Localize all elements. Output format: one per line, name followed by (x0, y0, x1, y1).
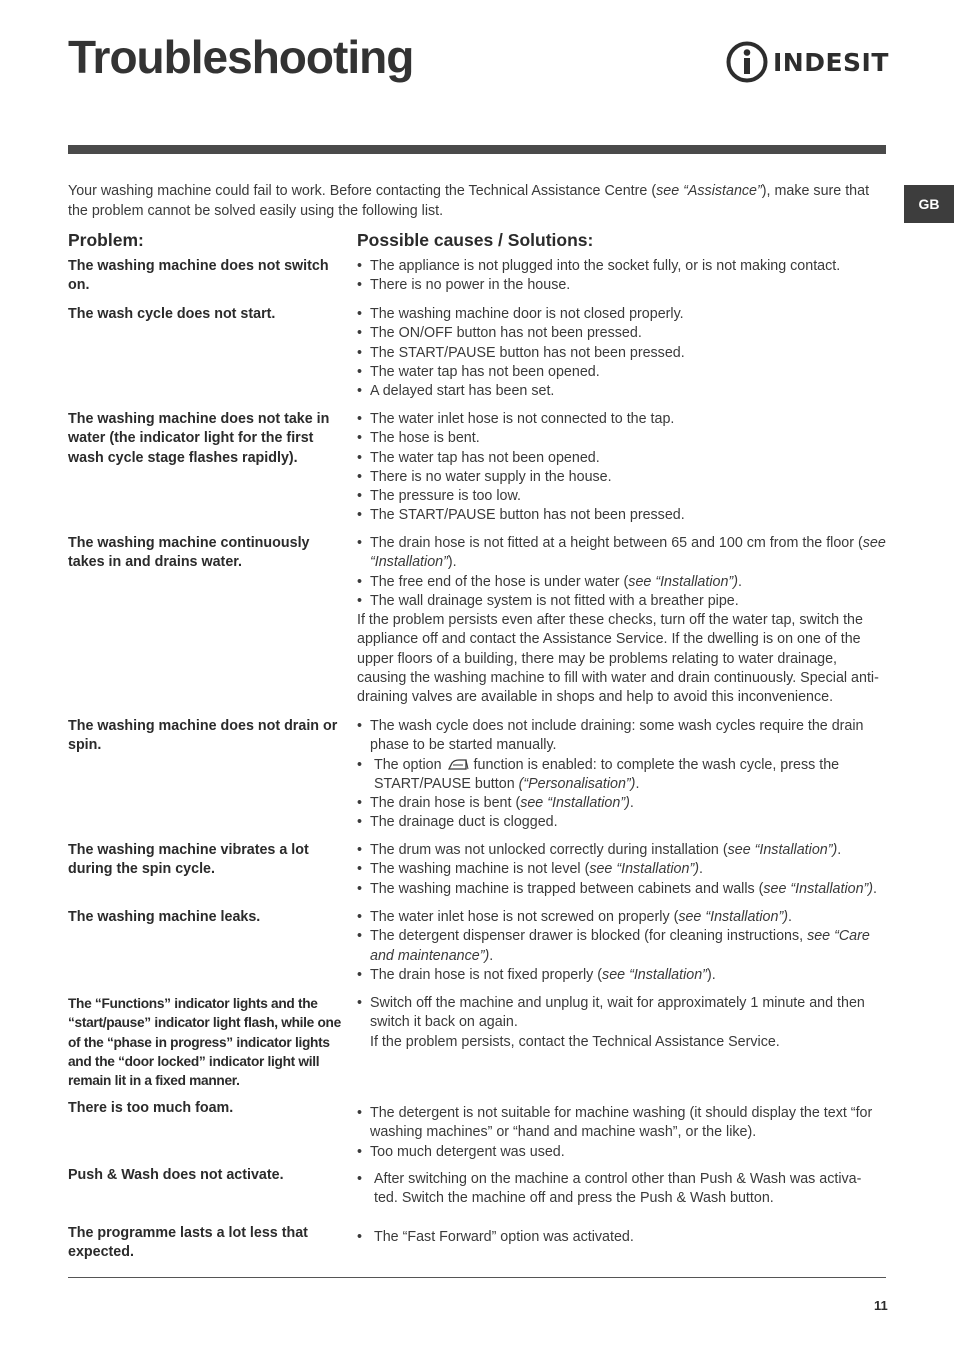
solution-item: • The wash cycle does not include draining: some wash cycles require the drain phase to be started manually. (357, 717, 887, 756)
solution-text-end: . (787, 909, 792, 925)
solution-item (357, 756, 887, 795)
solution-item (357, 860, 887, 879)
problem-label: The washing machine does not drain or spin. (68, 718, 338, 754)
solution-item: • The hose is bent. (357, 429, 887, 448)
footer-rule (68, 1277, 886, 1278)
solution-list (357, 1104, 887, 1162)
solution-item: • The START/PAUSE button has not been pressed. (357, 506, 887, 525)
solution-reference: see “Installation”) (678, 909, 788, 925)
solution-list (357, 841, 887, 899)
solution-reference: see “Installation”) (628, 573, 738, 590)
solution-reference: see “Installation” (370, 535, 886, 571)
solution-item: • The “Fast Forward” option was activated. (357, 1228, 887, 1247)
solution-list (357, 717, 887, 833)
solution-text-end: . (489, 947, 494, 964)
brand-name: INDESIT (773, 47, 889, 77)
solution-text: The washing machine is not level ( (370, 861, 590, 878)
solution-item: • After switching on the machine a control other than Push & Wash was activa- ted. Switch the machine off and press the Push & Wash button. (357, 1170, 887, 1209)
solution-item: • The washing machine door is not closed properly. (357, 305, 887, 324)
solution-item: • The wall drainage system is not fitted with a breather pipe. (357, 592, 887, 611)
solution-item: • The ON/OFF button has not been pressed. (357, 324, 887, 343)
solution-text: The drain hose is bent ( (370, 795, 521, 812)
intro-text: Your washing machine could fail to work. Before contacting the Technical Assistance Centre ( (68, 183, 657, 199)
problem-label: The “Functions” indicator lights and the “start/pause” indicator light flash, while one of the “phase in progress” indicator lights and the “door locked” indicator light will remain lit in a fixed manner. (68, 996, 341, 1089)
intro-text-end: ), make sure that the problem cannot be solved easily using the following list. (68, 183, 870, 219)
indesit-logo-icon (726, 41, 768, 83)
problem-label: The washing machine continuously takes in and drains water. (68, 535, 310, 571)
solution-text: The drum was not unlocked correctly during installation ( (370, 842, 728, 858)
solution-text-end: ). (706, 966, 716, 983)
solution-text-end: ). (447, 554, 457, 571)
solution-text: The detergent dispenser drawer is blocked (for cleaning instructions, (370, 928, 808, 945)
solution-text: The water inlet hose is not screwed on properly ( (370, 909, 679, 925)
problem-label: The wash cycle does not start. (68, 306, 276, 322)
solution-reference: see “Installation”) (763, 880, 874, 897)
solution-item: • There is no water supply in the house. (357, 468, 887, 487)
problem-label: There is too much foam. (68, 1100, 234, 1116)
iron-icon (447, 757, 469, 771)
solution-text: The washing machine is trapped between cabinets and walls ( (370, 880, 764, 897)
solution-item (357, 794, 887, 813)
solution-item: • The water inlet hose is not connected to the tap. (357, 410, 887, 429)
solution-reference: see “Installation”) (520, 795, 630, 812)
header-rule (68, 145, 886, 154)
solution-item: • There is no power in the house. (357, 276, 887, 295)
solution-list (357, 1228, 887, 1247)
solution-text: The free end of the hose is under water ( (370, 573, 629, 590)
solution-reference: see “Care and maintenance”) (370, 928, 870, 964)
solution-list (357, 305, 887, 401)
language-tab: GB (904, 185, 954, 223)
solution-reference: see “Installation”) (589, 861, 699, 878)
solution-text-end: . (837, 842, 842, 858)
solution-list (357, 534, 887, 708)
solution-reference: see “Installation”) (727, 842, 838, 858)
solution-item (357, 908, 887, 927)
solution-item: • Too much detergent was used. (357, 1143, 887, 1162)
solution-text-end: . (698, 861, 703, 878)
solution-text: The drain hose is not fixed properly ( (370, 966, 603, 983)
solution-text-end: . (737, 573, 742, 590)
intro-reference: see “Assistance” (656, 183, 762, 199)
solution-note: If the problem persists, contact the Technical Assistance Service. (370, 1033, 780, 1050)
solution-text: The option (374, 756, 442, 773)
solution-item: • Switch off the machine and unplug it, wait for approximately 1 minute and then switch it back on again. (357, 994, 887, 1033)
problem-label: The programme lasts a lot less that expected. (68, 1225, 308, 1261)
solution-list (357, 1170, 887, 1209)
solution-reference: (“Personalisation”) (518, 775, 636, 792)
solution-item: • The appliance is not plugged into the socket fully, or is not making contact. (357, 257, 887, 276)
solution-list (357, 410, 887, 526)
solution-item: • The water tap has not been opened. (357, 363, 887, 382)
solution-text-end: . (635, 775, 640, 792)
solution-item (357, 880, 887, 899)
solution-item: • The water tap has not been opened. (357, 449, 887, 468)
solution-item (357, 927, 887, 966)
solution-text: function is enabled: to complete the wash cycle, press the START/PAUSE button (374, 756, 840, 792)
solution-text-end: . (629, 795, 634, 812)
solution-item: • The detergent is not suitable for machine washing (it should display the text “for washing machines” or “hand and machine wash”, or the like). (357, 1104, 887, 1143)
solution-reference: see “Installation” (602, 966, 707, 983)
solution-text: The drain hose is not fitted at a height between 65 and 100 cm from the floor ( (370, 535, 863, 551)
solution-item (357, 966, 887, 985)
problem-label: Push & Wash does not activate. (68, 1167, 284, 1183)
solution-item (357, 841, 887, 860)
solution-text-end: . (873, 880, 878, 897)
solution-item: • The drainage duct is clogged. (357, 813, 887, 832)
solution-note: If the problem persists even after these checks, turn off the water tap, switch the appliance off and contact the Assistance Service. If the dwelling is on one of the upper floors of a building, there may be problems relating to water drainage, causing the washing machine to fill with water and drain continuously. Special anti-draining valves are available in shops and help to avoid this inconvenience. (357, 612, 879, 706)
solution-item: • A delayed start has been set. (357, 382, 887, 401)
solution-list (357, 908, 887, 985)
problem-label: The washing machine leaks. (68, 909, 261, 925)
solution-item: • The pressure is too low. (357, 487, 887, 506)
solution-item: • The START/PAUSE button has not been pressed. (357, 344, 887, 363)
problem-label: The washing machine does not take in water (the indicator light for the first wash cycle stage flashes rapidly). (68, 411, 330, 466)
solution-item (357, 534, 887, 573)
solutions-column-header: Possible causes / Solutions: (357, 230, 594, 250)
intro-paragraph (68, 181, 883, 221)
brand-logo (726, 42, 889, 82)
page-number: 11 (874, 1298, 888, 1313)
problem-label: The washing machine does not switch on. (68, 258, 329, 294)
page-title: Troubleshooting (68, 31, 414, 83)
solution-list (357, 994, 887, 1052)
solution-list (357, 257, 887, 296)
problem-label: The washing machine vibrates a lot during the spin cycle. (68, 842, 309, 878)
solution-item (357, 573, 887, 592)
problem-column-header: Problem: (68, 230, 144, 250)
